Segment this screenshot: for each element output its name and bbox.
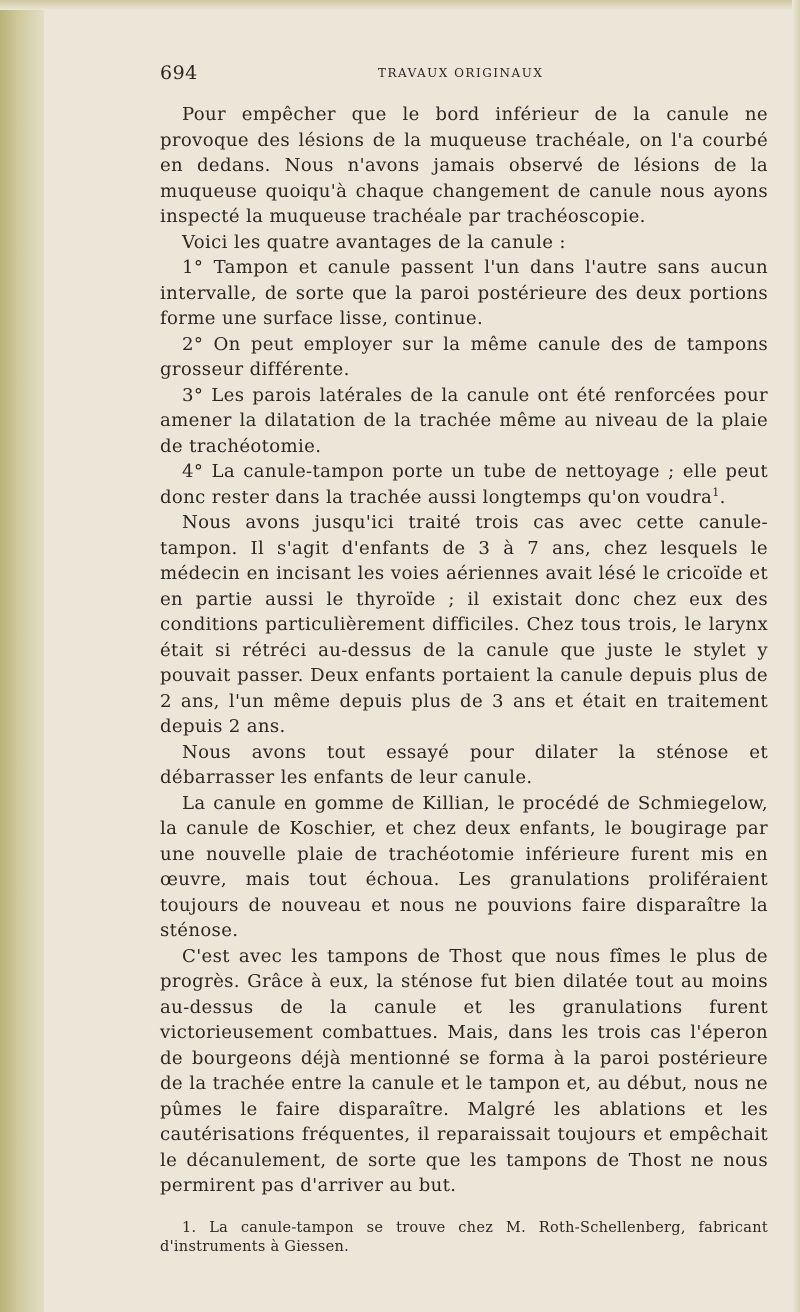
advantage-4-text: 4° La canule-tampon porte un tube de nettoyage ; elle peut donc rester dans la trachée aussi longtemps qu'on voudra: [160, 461, 768, 508]
footnote: 1. La canule-tampon se trouve chez M. Roth-Schellenberg, fabricant d'instruments à Giessen.: [160, 1219, 768, 1255]
scan-edge-right: [792, 0, 800, 1312]
paragraph-advantage-2: 2° On peut employer sur la même canule des de tampons grosseur différente.: [160, 333, 768, 380]
paragraph-advantage-1: 1° Tampon et canule passent l'un dans l'autre sans aucun intervalle, de sorte que la paroi postérieure des deux portions forme une surface lisse, continue.: [160, 257, 768, 329]
running-title: TRAVAUX ORIGINAUX: [378, 66, 544, 80]
paragraph-advantages-intro: Voici les quatre avantages de la canule :: [182, 231, 566, 253]
paragraph-thost-tampons: C'est avec les tampons de Thost que nous fîmes le plus de progrès. Grâce à eux, la sténose fut bien dilatée tout au moins au-dessus de la canule et les granulations furent victorieusement combattues. Mais, dans les trois cas l'éperon de bourgeons déjà mentionné se forma à la paroi postérieure de la trachée entre la canule et le tampon et, au début, nous ne pûmes le faire disparaître. Malgré les ablations et les cautérisations fréquentes, il reparaissait toujours et empêchait le décanulement, de sorte que les tampons de Thost ne nous permirent pas d'arriver au but.: [160, 945, 768, 1196]
advantage-4-period: .: [719, 486, 726, 508]
scan-edge-left: [0, 0, 44, 1312]
paragraph-three-cases: Nous avons jusqu'ici traité trois cas avec cette canule-tampon. Il s'agit d'enfants de 3 à 7 ans, chez lesquels le médecin en incisant les voies aériennes avait lésé le cricoïde et en partie aussi le thyroïde ; il existait donc chez eux des conditions particulièrement difficiles. Chez tous trois, le larynx était si rétréci au-dessus de la canule que juste le stylet y pouvait passer. Deux enfants portaient la canule depuis plus de 2 ans, l'un même depuis plus de 3 ans et était en traitement depuis 2 ans.: [160, 512, 768, 737]
paragraph-advantage-4: [160, 459, 768, 510]
scan-edge-top: [0, 0, 800, 10]
paragraph-advantage-3: 3° Les parois latérales de la canule ont été renforcées pour amener la dilatation de la trachée même au niveau de la plaie de trachéotomie.: [160, 384, 768, 457]
paragraph-all-tried: Nous avons tout essayé pour dilater la sténose et débarrasser les enfants de leur canule.: [160, 741, 768, 788]
paragraph-methods-failed: La canule en gomme de Killian, le procédé de Schmiegelow, la canule de Koschier, et chez deux enfants, le bougirage par une nouvelle plaie de trachéotomie inférieure furent mis en œuvre, mais tout échoua. Les granulations proliféraient toujours de nouveau et nous ne pouvions faire disparaître la sténose.: [160, 792, 768, 941]
running-head: [160, 62, 768, 88]
body-text: [160, 102, 768, 1199]
footnote-marker: 1: [712, 485, 720, 499]
page-number: 694: [160, 62, 198, 84]
paragraph-curved-edge: Pour empêcher que le bord inférieur de la canule ne provoque des lésions de la muqueuse trachéale, on l'a courbé en dedans. Nous n'avons jamais observé de lésions de la muqueuse quoiqu'à chaque changement de canule nous ayons inspecté la muqueuse trachéale par trachéoscopie.: [160, 104, 768, 227]
page: [160, 62, 768, 1257]
